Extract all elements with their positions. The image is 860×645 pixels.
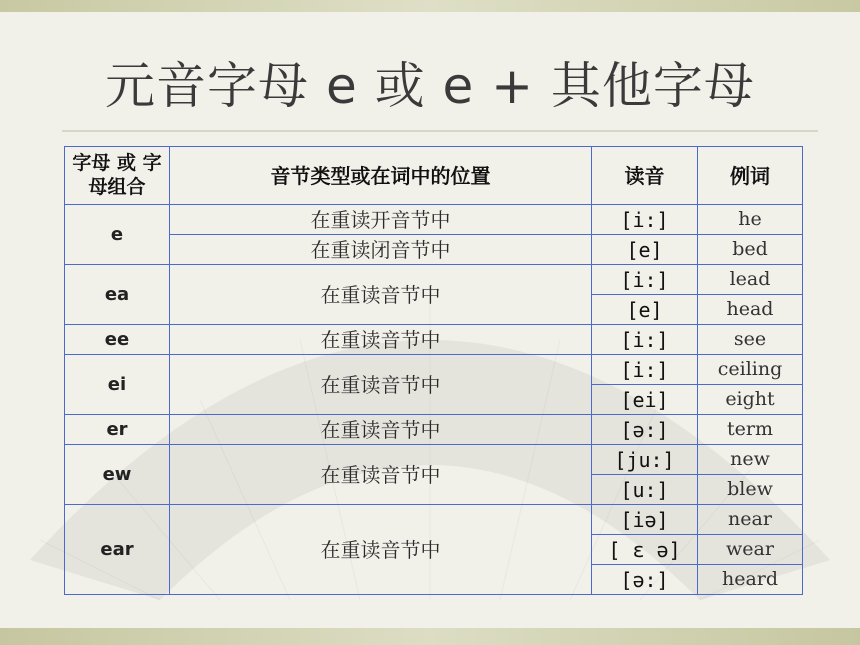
example-cell: ceiling bbox=[698, 355, 803, 385]
example-cell: heard bbox=[698, 565, 803, 595]
position-cell: 在重读音节中 bbox=[170, 505, 592, 595]
bottom-decor-bar bbox=[0, 628, 860, 645]
sound-cell: [i:] bbox=[592, 265, 698, 295]
example-cell: bed bbox=[698, 235, 803, 265]
position-cell: 在重读开音节中 bbox=[170, 205, 592, 235]
letter-cell: er bbox=[65, 415, 170, 445]
table-row bbox=[65, 325, 803, 355]
letter-cell: ear bbox=[65, 505, 170, 595]
example-cell: he bbox=[698, 205, 803, 235]
table-row bbox=[65, 445, 803, 475]
position-cell: 在重读音节中 bbox=[170, 355, 592, 415]
example-cell: new bbox=[698, 445, 803, 475]
sound-cell: [iə] bbox=[592, 505, 698, 535]
example-cell: lead bbox=[698, 265, 803, 295]
table-row bbox=[65, 205, 803, 235]
title-divider bbox=[62, 130, 818, 132]
sound-cell: [ə:] bbox=[592, 415, 698, 445]
pronunciation-table bbox=[64, 146, 803, 595]
position-cell: 在重读音节中 bbox=[170, 325, 592, 355]
sound-cell: [i:] bbox=[592, 355, 698, 385]
letter-cell: ew bbox=[65, 445, 170, 505]
example-cell: wear bbox=[698, 535, 803, 565]
sound-cell: [e] bbox=[592, 295, 698, 325]
table-row bbox=[65, 505, 803, 535]
letter-cell: e bbox=[65, 205, 170, 265]
example-cell: blew bbox=[698, 475, 803, 505]
table-row bbox=[65, 355, 803, 385]
header-letter: 字母 或 字母组合 bbox=[65, 147, 170, 205]
position-cell: 在重读音节中 bbox=[170, 415, 592, 445]
position-cell: 在重读音节中 bbox=[170, 265, 592, 325]
position-cell: 在重读音节中 bbox=[170, 445, 592, 505]
sound-cell: [e] bbox=[592, 235, 698, 265]
sound-cell: [i:] bbox=[592, 205, 698, 235]
example-cell: term bbox=[698, 415, 803, 445]
sound-cell: [ə:] bbox=[592, 565, 698, 595]
sound-cell: [ei] bbox=[592, 385, 698, 415]
letter-cell: ei bbox=[65, 355, 170, 415]
example-cell: eight bbox=[698, 385, 803, 415]
header-position: 音节类型或在词中的位置 bbox=[170, 147, 592, 205]
table-row bbox=[65, 235, 803, 265]
position-cell: 在重读闭音节中 bbox=[170, 235, 592, 265]
table-row bbox=[65, 265, 803, 295]
table-header-row bbox=[65, 147, 803, 205]
header-sound: 读音 bbox=[592, 147, 698, 205]
slide-title: 元音字母 e 或 e + 其他字母 bbox=[105, 57, 755, 115]
sound-cell: [u:] bbox=[592, 475, 698, 505]
example-cell: head bbox=[698, 295, 803, 325]
example-cell: near bbox=[698, 505, 803, 535]
example-cell: see bbox=[698, 325, 803, 355]
table-row bbox=[65, 415, 803, 445]
letter-cell: ea bbox=[65, 265, 170, 325]
header-example: 例词 bbox=[698, 147, 803, 205]
sound-cell: [ju:] bbox=[592, 445, 698, 475]
letter-cell: ee bbox=[65, 325, 170, 355]
sound-cell: [i:] bbox=[592, 325, 698, 355]
sound-cell: [ ɛ ə] bbox=[592, 535, 698, 565]
